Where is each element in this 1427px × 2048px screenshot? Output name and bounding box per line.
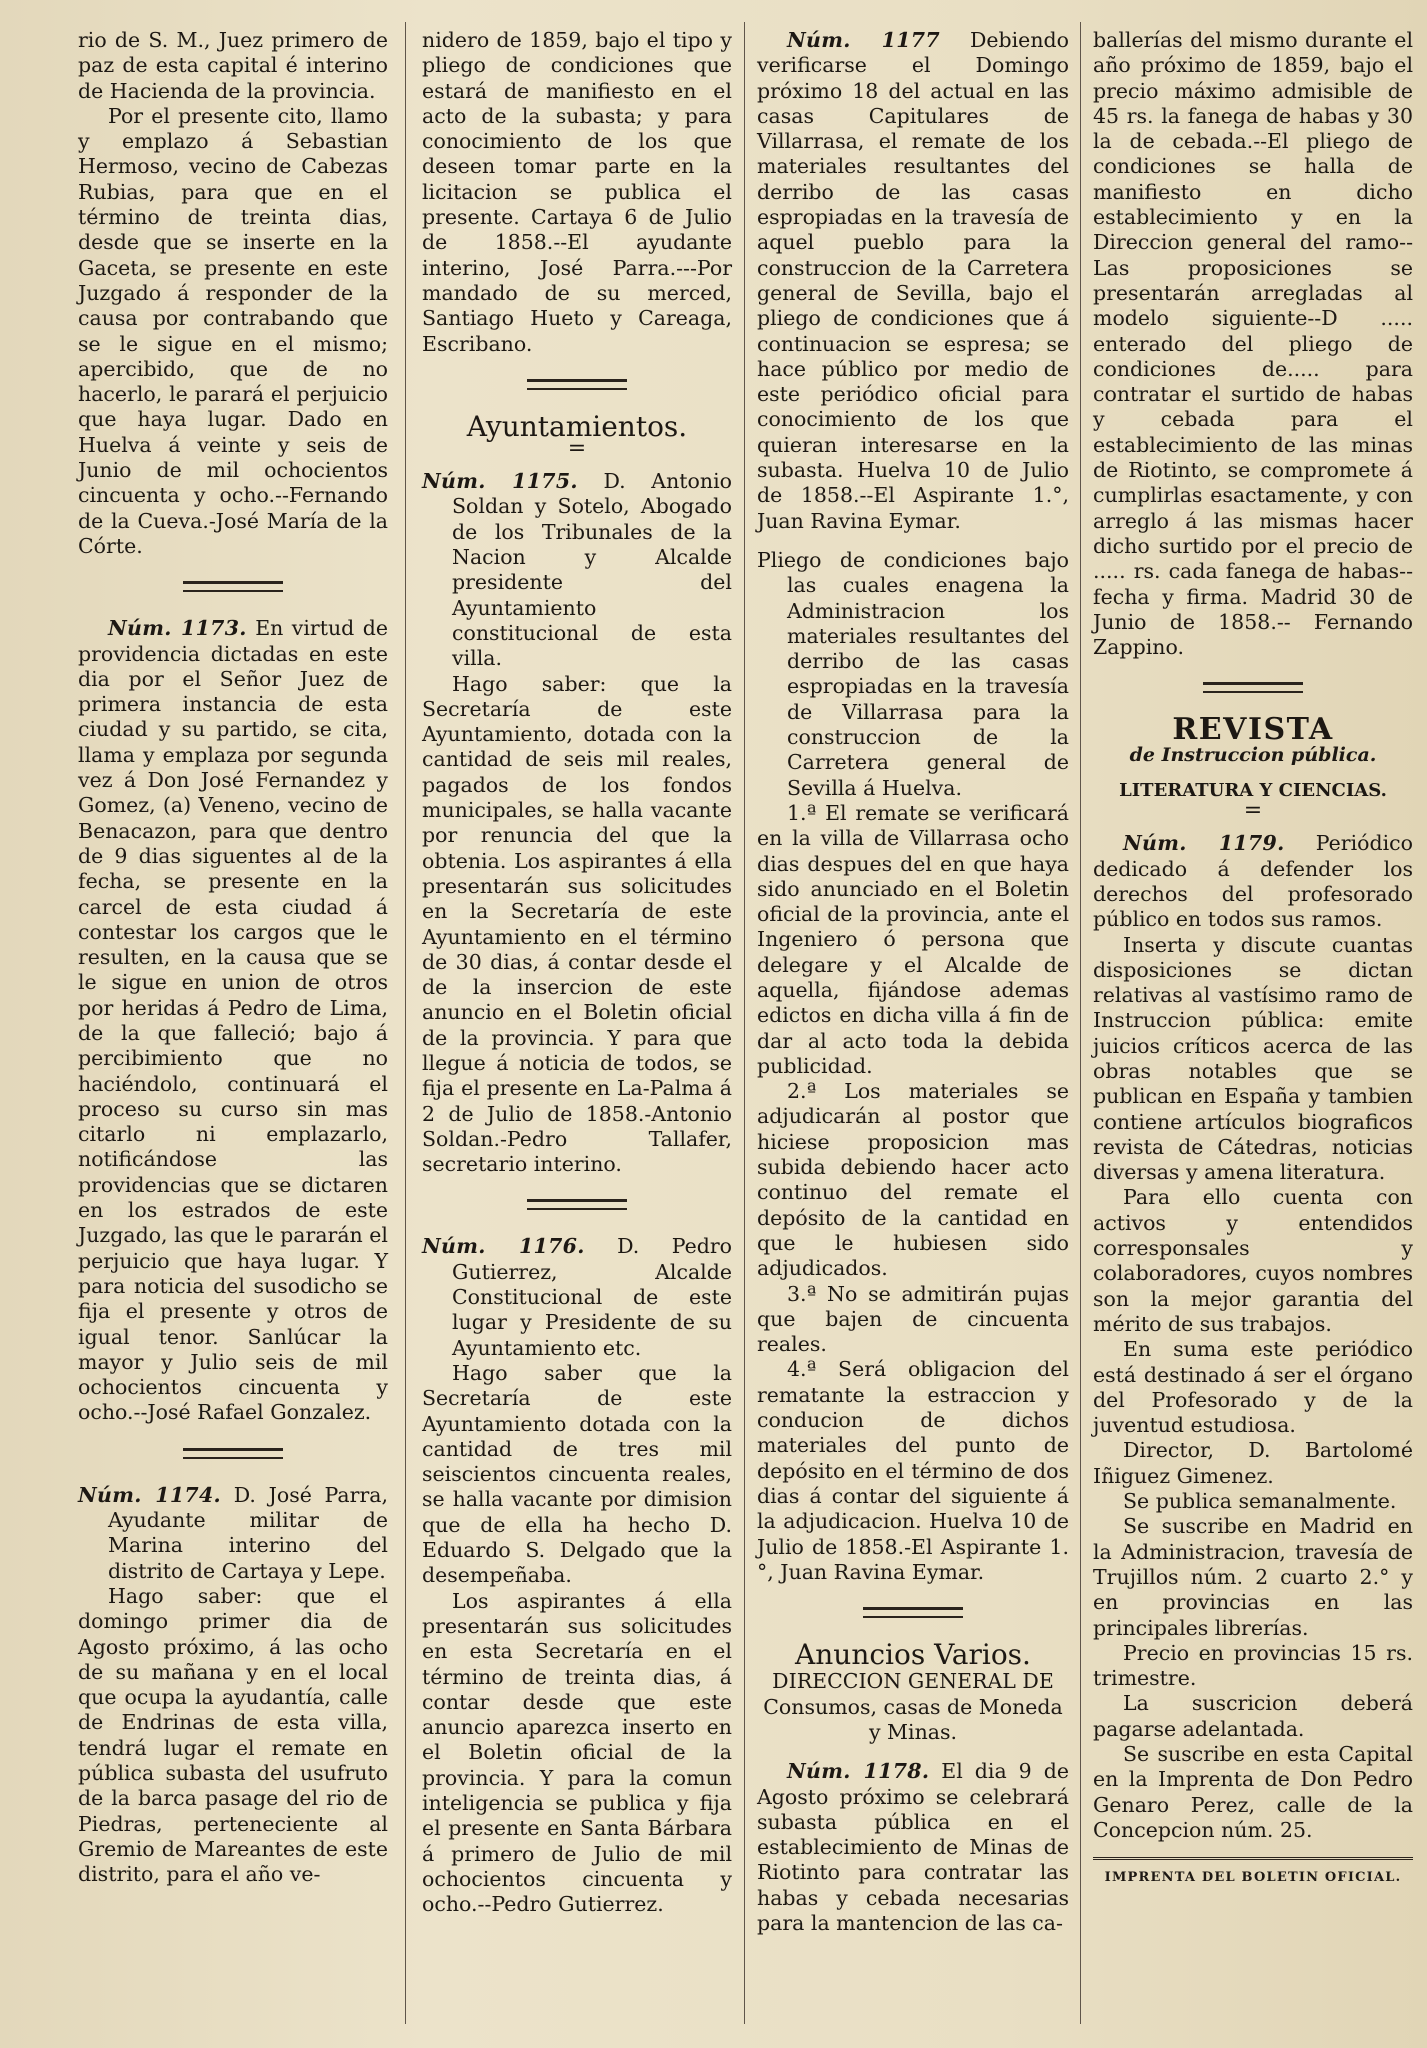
column-1: [78, 28, 388, 2028]
section-divider: [183, 1448, 283, 1459]
paragraph: Hago saber que la Secretaría de este Ayuntamiento dotada con la cantidad de tres mil seiscientos cincuenta reales, se halla vacante por dimision que de ella ha hecho D. Eduardo S. Delgado que la desempeñaba.: [422, 1360, 732, 1588]
journal-subtitle: de Instruccion pública.: [1129, 743, 1377, 766]
notice-paragraph: [422, 1234, 732, 1360]
notice-number: Núm. 1175.: [422, 469, 578, 494]
paragraph: 1.ª El remate se verificará en la villa de Villarrasa ocho dias despues del en que haya sido anunciado en el Boletin oficial de la provincia, ante el Ingeniero ó persona que delegare y el Alcalde de aquella, fijándose ademas edictos en dicha villa á fin de dar al acto toda la debida publicidad.: [757, 800, 1069, 1078]
notice-text: El dia 9 de Agosto próximo se celebrará subasta pública en el establecimiento de Minas de Riotinto para contratar las habas y cebada necesarias para la mantencion de las ca-: [757, 1759, 1069, 1936]
section-divider: [527, 1199, 627, 1210]
section-heading: Ayuntamientos.: [466, 409, 688, 443]
journal-title: REVISTA: [1172, 712, 1334, 748]
notice-number: Núm. 1176.: [422, 1234, 585, 1259]
paragraph: Hago saber: que la Secretaría de este Ayuntamiento, dotada con la cantidad de seis mil reales, pagados de los fondos municipales, se halla vacante por renuncia del que la obtenia. Los aspirantes á ella presentarán sus solicitudes en la Secretaría de este Ayuntamiento en el término de 30 dias, á contar desde el de la insercion de este anuncio en el Boletin oficial de la provincia. Y para que llegue á noticia de todos, se fija el presente en La-Palma á 2 de Julio de 1858.-Antonio Soldan.-Pedro Tallafer, secretario interino.: [422, 671, 732, 1177]
paragraph: Se publica semanalmente.: [1123, 1489, 1397, 1514]
column-3: [757, 28, 1069, 2028]
notice-paragraph: [757, 28, 1069, 534]
paragraph: 2.ª Los materiales se adjudicarán al postor que hiciese proposicion mas subida debiendo hacer acto continuo del remate el depósito de la cantidad en que le hubiesen sido adjudicados.: [757, 1079, 1069, 1281]
heading-ornament: =: [1243, 798, 1263, 824]
section-title: LITERATURA Y CIENCIAS.: [1119, 780, 1387, 802]
paragraph: Director, D. Bartolomé Iñiguez Gimenez.: [1093, 1438, 1413, 1488]
notice-paragraph: [757, 1759, 1069, 1936]
printer-imprint: IMPRENTA DEL BOLETIN OFICIAL.: [1093, 1857, 1413, 1890]
section-heading: Anuncios Varios.: [795, 1638, 1031, 1672]
paragraph: La suscricion deberá pagarse adelantada.: [1093, 1691, 1413, 1741]
section-divider: [1203, 682, 1303, 693]
column-4: [1093, 28, 1413, 2028]
paragraph: Se suscribe en Madrid en la Administracion, travesía de Trujillos núm. 2 cuarto 2.° y en provincias en las principales librerías.: [1093, 1514, 1413, 1640]
notice-text: Periódico dedicado á defender los derechos del profesorado público en todos sus ramos.: [1093, 831, 1413, 932]
column-rule: [405, 22, 406, 2024]
notice-text: D. Pedro Gutierrez, Alcalde Constitucional de este lugar y Presidente de su Ayuntamiento etc.: [452, 1234, 732, 1360]
notice-paragraph: [78, 1483, 388, 1584]
paragraph: nidero de 1859, bajo el tipo y pliego de condiciones que estará de manifiesto en el acto de la subasta; y para conocimiento de los que deseen tomar parte en la licitacion se publica el presente. Cartaya 6 de Julio de 1858.--El ayudante interino, José Parra.---Por mandado de su merced, Santiago Hueto y Careaga, Escribano.: [422, 28, 732, 356]
paragraph: Los aspirantes á ella presentarán sus solicitudes en esta Secretaría en el término de treinta dias, á contar desde que este anuncio aparezca inserto en el Boletin oficial de la provincia. Y para la comun inteligencia se publica y fija el presente en Santa Bárbara á primero de Julio de mil ochocientos cincuenta y ocho.--Pedro Gutierrez.: [422, 1588, 732, 1917]
paragraph: rio de S. M., Juez primero de paz de esta capital é interino de Hacienda de la provincia.: [78, 28, 388, 103]
notice-number: Núm. 1177: [787, 28, 940, 52]
column-rule: [744, 22, 745, 2024]
notice-text: En virtud de providencia dictadas en este dia por el Señor Juez de primera instancia de esta ciudad y su partido, se cita, llama y emplaza por segunda vez á Don José Fernandez y Gomez, (a) Veneno, vecino de Benacazon, para que dentro de 9 dias siguentes al de la fecha, se presente en la carcel de esta ciudad á contestar los cargos que le resulten, en la causa que se le sigue en union de otros por heridas á Pedro de Lima, de la que falleció; bajo á percibimiento que no haciéndolo, continuará el proceso su curso sin mas citarlo ni emplazarlo, notificándose las providencias que se dictaren en los estrados de este Juzgado, las que le pararán el perjuicio que haya lugar. Y para noticia del susodicho se fija el presente y otros de igual tenor. Sanlúcar la mayor y Julio seis de mil ochocientos cincuenta y ocho.--José Rafael Gonzalez.: [78, 616, 388, 1425]
paragraph: Para ello cuenta con activos y entendidos corresponsales y colaboradores, cuyos nombres son la mejor garantia del mérito de sus trabajos.: [1093, 1185, 1413, 1336]
notice-number: Núm. 1179.: [1123, 831, 1285, 856]
section-divider: [183, 581, 283, 592]
paragraph: Se suscribe en esta Capital en la Imprenta de Don Pedro Genaro Perez, calle de la Concepcion núm. 25.: [1093, 1742, 1413, 1842]
paragraph: 3.ª No se admitirán pujas que bajen de cincuenta reales.: [757, 1281, 1069, 1357]
section-divider: [863, 1607, 963, 1618]
notice-paragraph: [422, 469, 732, 671]
notice-text: D. Antonio Soldan y Sotelo, Abogado de los Tribunales de la Nacion y Alcalde presidente del Ayuntamiento constitucional de esta villa.: [452, 469, 732, 671]
column-rule: [1080, 22, 1081, 2024]
paragraph: Precio en provincias 15 rs. trimestre.: [1093, 1640, 1413, 1691]
section-divider: [527, 379, 627, 390]
centered-heading: DIRECCION GENERAL DE Consumos, casas de Moneda y Minas.: [763, 1669, 1063, 1744]
notice-text: Debiendo verificarse el Domingo próximo 18 del actual en las casas Capitulares de Villarrasa, el remate de los materiales resultantes del derribo de las casas espropiadas en la travesía de aquel pueblo para la construccion de la Carretera general de Sevilla, bajo el pliego de condiciones que á continuacion se espresa; se hace público por medio de este periódico oficial para conocimiento de los que quieran interesarse en la subasta. Huelva 10 de Julio de 1858.--El Aspirante 1.°, Juan Ravina Eymar.: [757, 28, 1069, 533]
paragraph: Hago saber: que el domingo primer dia de Agosto próximo, á las ocho de su mañana y en el local que ocupa la ayudantía, calle de Endrinas de esta villa, tendrá lugar el remate en pública subasta del usufruto de la barca pasage del rio de Piedras, perteneciente al Gremio de Mareantes de este distrito, para el año ve-: [78, 1583, 388, 1887]
paragraph: Por el presente cito, llamo y emplazo á Sebastian Hermoso, vecino de Cabezas Rubias, para que en el término de treinta dias, desde que se inserte en la Gaceta, se presente en este Juzgado á responder de la causa por contrabando que se le sigue en el mismo; apercibido, que de no hacerlo, le parará el perjuicio que haya lugar. Dado en Huelva á veinte y seis de Junio de mil ochocientos cincuenta y ocho.--Fernando de la Cueva.-José María de la Córte.: [78, 103, 388, 558]
notice-number: Núm. 1173.: [108, 616, 247, 641]
heading-ornament: =: [567, 436, 587, 462]
notice-text: Pliego de condiciones bajo las cuales enagena la Administracion los materiales resultantes del derribo de las casas espropiadas en la travesía de Villarrasa para la construccion de la Carretera general de Sevilla á Huelva.: [757, 547, 1069, 800]
notice-number: Núm. 1174.: [78, 1482, 221, 1507]
paragraph: ballerías del mismo durante el año próximo de 1859, bajo el precio máximo admisible de 45 rs. la fanega de habas y 30 la de cebada.--El pliego de condiciones se halla de manifiesto en dicho establecimiento y en la Direccion general del ramo--Las proposiciones se presentarán arregladas al modelo siguiente--D ..... enterado del pliego de condiciones de..... para contratar el surtido de habas y cebada para el establecimiento de las minas de Riotinto, se compromete á cumplirlas esactamente, y con arreglo á las mismas hacer dicho surtido por el precio de ..... rs. cada fanega de habas--fecha y firma. Madrid 30 de Junio de 1858.-- Fernando Zappino.: [1093, 28, 1413, 660]
notice-number: Núm. 1178.: [787, 1759, 930, 1784]
notice-text: D. José Parra, Ayudante militar de Marina interino del distrito de Cartaya y Lepe.: [108, 1482, 388, 1583]
paragraph: En suma este periódico está destinado á ser el órgano del Profesorado y de la juventud estudiosa.: [1093, 1337, 1413, 1438]
paragraph: Inserta y discute cuantas disposiciones se dictan relativas al vastísimo ramo de Instruccion pública: emite juicios críticos acerca de las obras notables que se publican en España y tambien contiene artículos biograficos revista de Cátedras, noticias diversas y amena literatura.: [1093, 932, 1413, 1185]
paragraph: 4.ª Será obligacion del rematante la estraccion y conducion de dichos materiales del punto de depósito en el término de dos dias á contar del siguiente á la adjudicacion. Huelva 10 de Julio de 1858.-El Aspirante 1.°, Juan Ravina Eymar.: [757, 1357, 1069, 1584]
notice-paragraph: [78, 616, 388, 1426]
spacer: [757, 534, 1069, 548]
column-2: [422, 28, 732, 2028]
spacer: [757, 1745, 1069, 1759]
notice-paragraph: [757, 548, 1069, 801]
notice-paragraph: [1093, 831, 1413, 932]
